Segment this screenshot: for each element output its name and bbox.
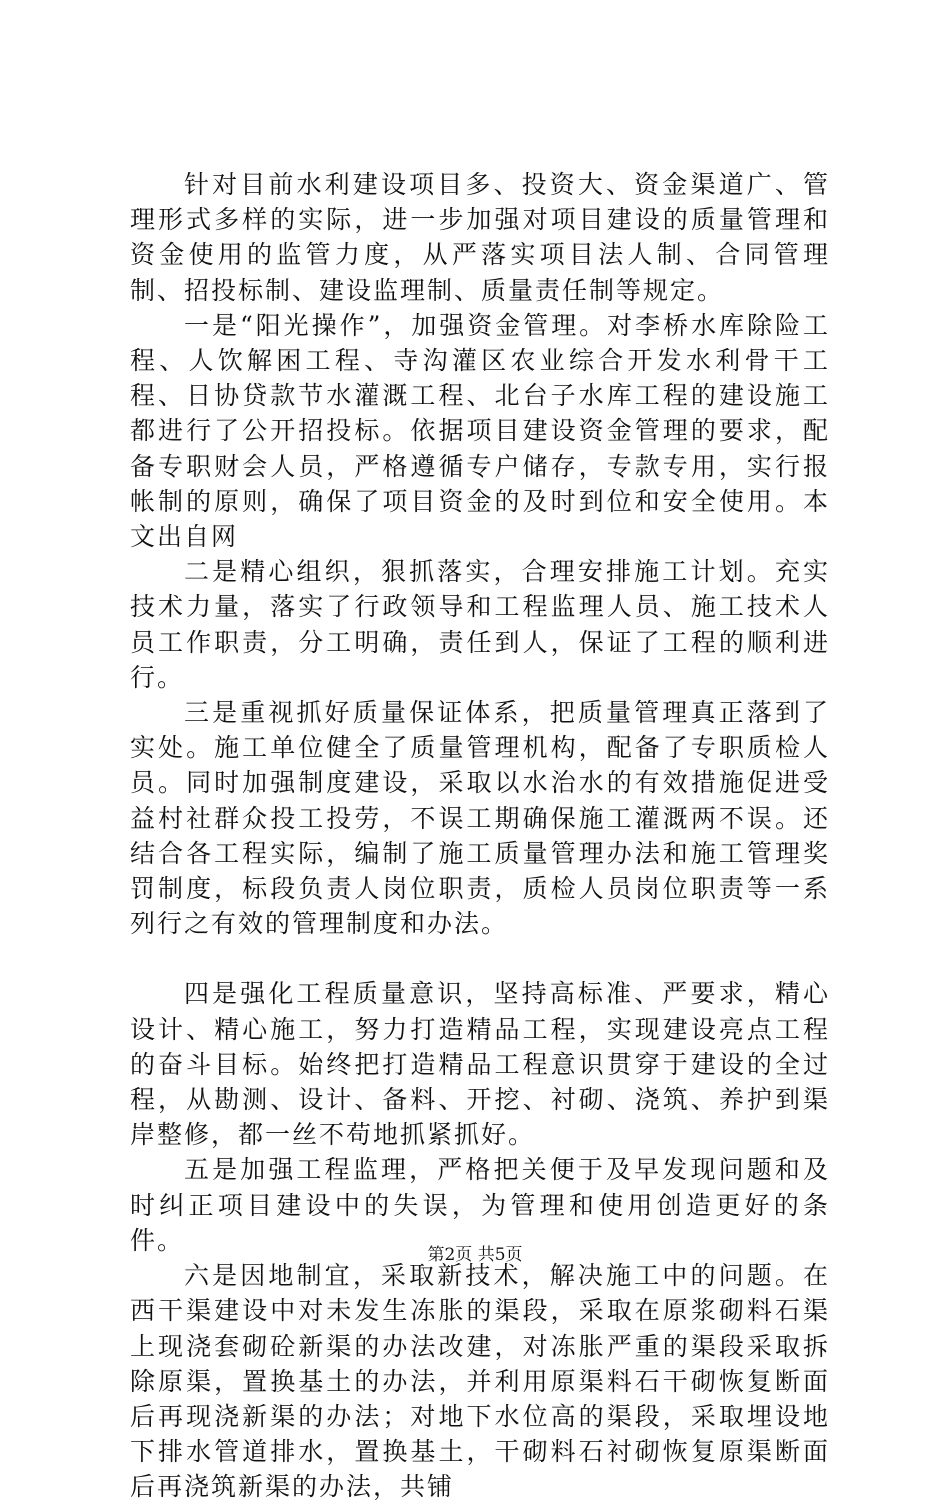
paragraph-item-1: 一是“阳光操作”，加强资金管理。对李桥水库除险工程、人饮解困工程、寺沟灌区农业综合开发水利骨干工程、日协贷款节水灌溉工程、北台子水库工程的建设施工都进行了公开招投标。依据项目建设资金管理的要求，配备专职财会人员，严格遵循专户储存，专款专用，实行报帐制的原则，确保了项目资金的及时到位和安全使用。本文出自网 xyxy=(130,310,830,552)
paragraph-intro: 针对目前水利建设项目多、投资大、资金渠道广、管理形式多样的实际，进一步加强对项目建设的质量管理和资金使用的监管力度，从严落实项目法人制、合同管理制、招投标制、建设监理制、质量责任制等规定。 xyxy=(130,170,830,305)
paragraph-item-5: 五是加强工程监理，严格把关便于及早发现问题和及时纠正项目建设中的失误，为管理和使用创造更好的条件。 xyxy=(130,1155,830,1255)
paragraph-item-4: 四是强化工程质量意识，坚持高标准、严要求，精心设计、精心施工，努力打造精品工程，实现建设亮点工程的奋斗目标。始终把打造精品工程意识贯穿于建设的全过程，从勘测、设计、备料、开挖、衬砌、浇筑、养护到渠岸整修，都一丝不苟地抓紧抓好。 xyxy=(130,979,830,1150)
paragraph-item-3: 三是重视抓好质量保证体系，把质量管理真正落到了实处。施工单位健全了质量管理机构，配备了专职质检人员。同时加强制度建设，采取以水治水的有效措施促进受益村社群众投工投劳，不误工期确保施工灌溉两不误。还结合各工程实际，编制了施工质量管理办法和施工管理奖罚制度，标段负责人岗位职责，质检人员岗位职责等一系列行之有效的管理制度和办法。 xyxy=(130,698,830,939)
document-body xyxy=(130,167,830,1505)
page-footer xyxy=(0,1244,950,1266)
paragraph-item-2: 二是精心组织，狠抓落实，合理安排施工计划。充实技术力量，落实了行政领导和工程监理人员、施工技术人员工作职责，分工明确，责任到人，保证了工程的顺利进行。 xyxy=(130,557,830,692)
page-number-label: 第2页 共5页 xyxy=(427,1245,523,1265)
paragraph-item-6: 六是因地制宜，采取新技术，解决施工中的问题。在西干渠建设中对未发生冻胀的渠段，采取在原浆砌料石渠上现浇套砌砼新渠的办法改建，对冻胀严重的渠段采取拆除原渠，置换基土的办法，并利用原渠料石干砌恢复断面后再现浇新渠的办法；对地下水位高的渠段，采取埋设地下排水管道排水，置换基土，干砌料石衬砌恢复原渠断面后再浇筑新渠的办法，共铺 xyxy=(130,1261,830,1502)
